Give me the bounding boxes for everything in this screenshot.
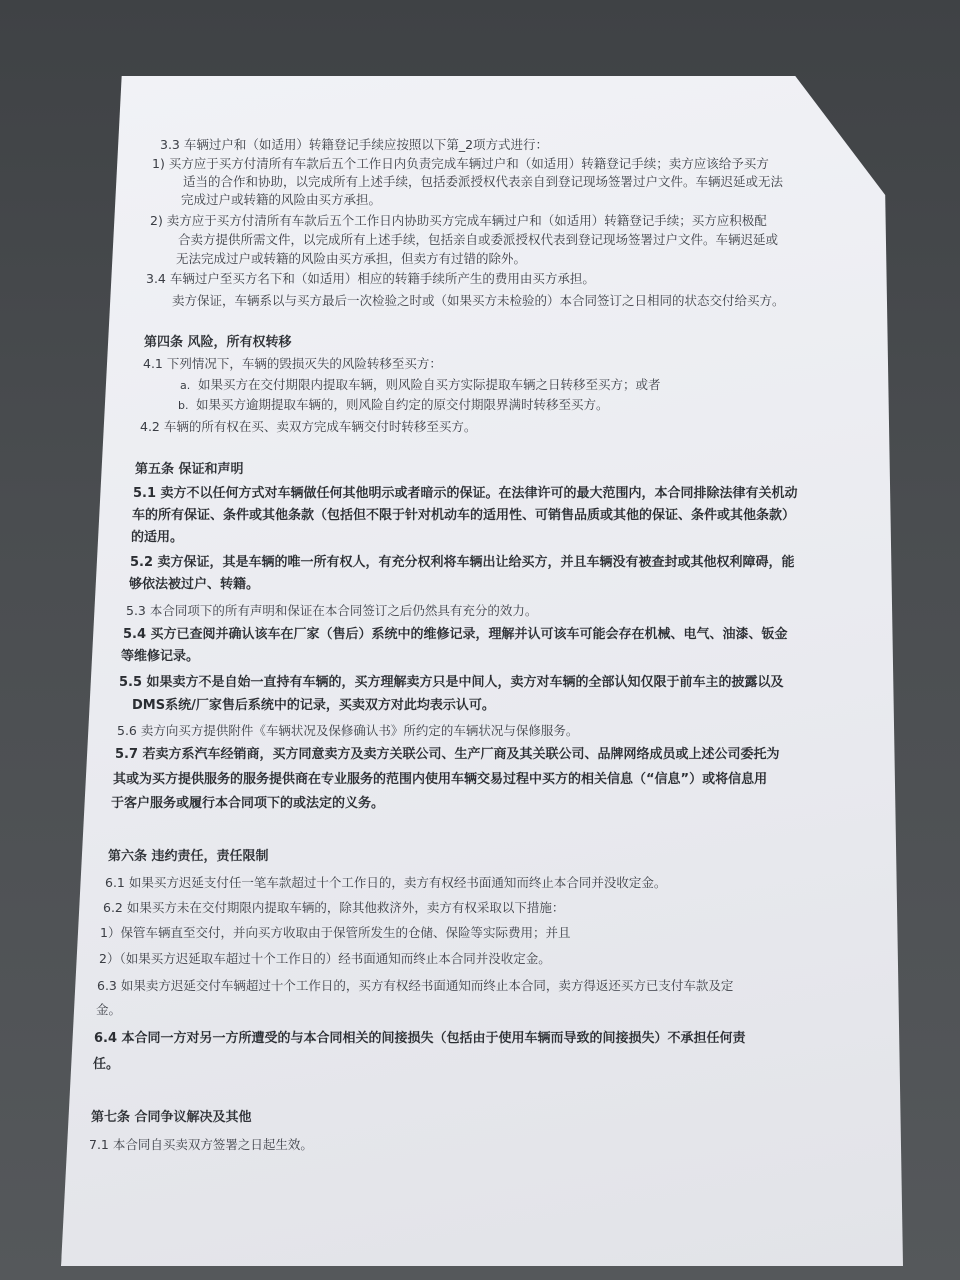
clause-4-2: 4.2 车辆的所有权在买、卖双方完成车辆交付时转移至买方。	[140, 419, 477, 434]
clause-6-3: 金。	[96, 1002, 122, 1017]
item-marker-a: a.	[180, 379, 191, 392]
item-marker-b: b.	[178, 399, 189, 412]
clause-6-2-item-1: 1）保管车辆直至交付，并向买方收取由于保管所发生的仓储、保险等实际费用；并且	[100, 925, 571, 940]
clause-3-4: 3.4 车辆过户至买方名下和（如适用）相应的转籍手续所产生的费用由买方承担。	[146, 271, 595, 286]
clause-5-5: DMS系统/厂家售后系统中的记录，买卖双方对此均表示认可。	[132, 698, 495, 713]
clause-6-4: 6.4 本合同一方对另一方所遭受的与本合同相关的间接损失（包括由于使用车辆而导致的间接损失）不承担任何责	[94, 1031, 746, 1046]
clause-5-3: 5.3 本合同项下的所有声明和保证在本合同签订之后仍然具有充分的效力。	[126, 603, 538, 618]
clause-6-4: 任。	[93, 1057, 120, 1072]
clause-5-1: 的适用。	[131, 530, 184, 545]
clause-6-2: 6.2 如果买方未在交付期限内提取车辆的，除其他救济外，卖方有权采取以下措施：	[103, 900, 565, 915]
clause-5-5: 5.5 如果卖方不是自始一直持有车辆的，买方理解卖方只是中间人，卖方对车辆的全部认知仅限于前车主的披露以及	[119, 675, 784, 690]
clause-3-3: 3.3 车辆过户和（如适用）转籍登记手续应按照以下第_2项方式进行：	[160, 137, 549, 152]
clause-5-2: 够依法被过户、转籍。	[129, 577, 260, 592]
clause-5-2: 5.2 卖方保证，其是车辆的唯一所有权人，有充分权利将车辆出让给买方，并且车辆没有被查封或其他权利障碍，能	[130, 555, 795, 570]
clause-4-1-b: 如果买方逾期提取车辆的，则风险自约定的原交付期限界满时转移至买方。	[196, 397, 609, 412]
clause-5-6: 5.6 卖方向买方提供附件《车辆状况及保修确认书》所约定的车辆状况与保修服务。	[117, 723, 579, 738]
clause-3-3-option-1: 适当的合作和协助，以完成所有上述手续，包括委派授权代表亲自到登记现场签署过户文件。车辆迟延或无法	[183, 174, 784, 189]
clause-6-3: 6.3 如果卖方迟延交付车辆超过十个工作日的，买方有权经书面通知而终止本合同，卖方得返还买方已支付车款及定	[97, 978, 734, 993]
article-5-title: 第五条 保证和声明	[135, 462, 244, 477]
clause-5-1: 5.1 卖方不以任何方式对车辆做任何其他明示或者暗示的保证。在法律许可的最大范围内，本合同排除法律有关机动	[133, 486, 798, 501]
clause-3-3-option-2: 无法完成过户或转籍的风险由买方承担，但卖方有过错的除外。	[176, 251, 527, 266]
clause-5-4: 5.4 买方已查阅并确认该车在厂家（售后）系统中的维修记录，理解并认可该车可能会存在机械、电气、油漆、钣金	[123, 627, 788, 642]
article-4-title: 第四条 风险，所有权转移	[144, 335, 292, 350]
clause-6-1: 6.1 如果买方迟延支付任一笔车款超过十个工作日的，卖方有权经书面通知而终止本合同并没收定金。	[105, 875, 667, 890]
article-7-title: 第七条 合同争议解决及其他	[91, 1110, 252, 1125]
clause-4-1: 4.1 下列情况下，车辆的毁损灭失的风险转移至买方：	[143, 356, 442, 371]
article-6-title: 第六条 违约责任，责任限制	[108, 849, 269, 864]
clause-3-3-option-2: 2) 卖方应于买方付清所有车款后五个工作日内协助买方完成车辆过户和（如适用）转籍登记手续；买方应积极配	[150, 213, 767, 228]
clause-3-4-guarantee: 卖方保证，车辆系以与买方最后一次检验之时或（如果买方未检验的）本合同签订之日相同的状态交付给买方。	[172, 293, 785, 308]
clause-5-1: 车的所有保证、条件或其他条款（包括但不限于针对机动车的适用性、可销售品质或其他的保证、条件或其他条款）	[132, 508, 796, 523]
clause-3-3-option-1: 1) 买方应于买方付清所有车款后五个工作日内负责完成车辆过户和（如适用）转籍登记手续；卖方应该给予买方	[152, 156, 769, 171]
clause-6-2-item-2: 2）（如果买方迟延取车超过十个工作日的）经书面通知而终止本合同并没收定金。	[99, 951, 551, 966]
clause-3-3-option-2: 合卖方提供所需文件，以完成所有上述手续，包括亲自或委派授权代表到登记现场签署过户文件。车辆迟延或	[178, 232, 779, 247]
clause-5-7: 于客户服务或履行本合同项下的或法定的义务。	[111, 796, 385, 811]
clause-5-7: 5.7 若卖方系汽车经销商，买方同意卖方及卖方关联公司、生产厂商及其关联公司、品牌网络成员或上述公司委托为	[115, 747, 780, 762]
clause-7-1: 7.1 本合同自买卖双方签署之日起生效。	[89, 1137, 313, 1152]
clause-5-7: 其或为买方提供服务的服务提供商在专业服务的范围内使用车辆交易过程中买方的相关信息（“信息”）或将信息用	[113, 772, 768, 787]
clause-4-1-a: 如果买方在交付期限内提取车辆，则风险自买方实际提取车辆之日转移至买方；或者	[198, 377, 661, 392]
clause-5-4: 等维修记录。	[121, 649, 200, 664]
clause-3-3-option-1: 完成过户或转籍的风险由买方承担。	[181, 192, 382, 207]
